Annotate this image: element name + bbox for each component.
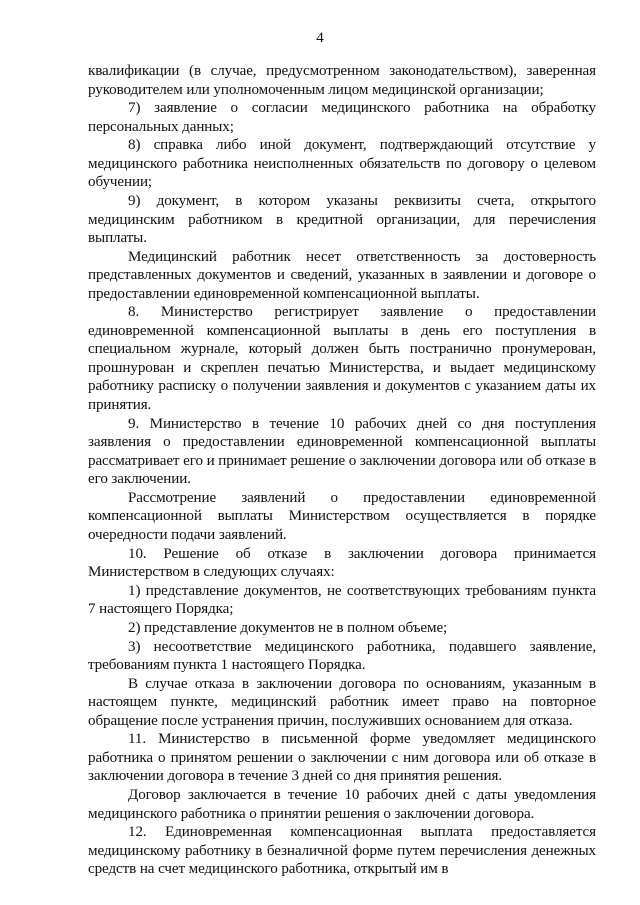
- clause-11: 11. Министерство в письменной форме уведомляет медицинского работника о принятом решении о заключении с ним договора или об отказе в заключении договора в течение 3 дней со дня принятия решения.: [88, 731, 596, 785]
- clause-9: 9. Министерство в течение 10 рабочих дней со дня поступления заявления о предоставлении единовременной компенсационной выплаты рассматривает его и принимает решение о заключении договора или об отказе в его заключении.: [88, 415, 596, 488]
- paragraph: квалификации (в случае, предусмотренном законодательством), заверенная руководителем или уполномоченным лицом медицинской организации;: [88, 63, 596, 98]
- list-item-3: 3) несоответствие медицинского работника, подавшего заявление, требованиям пункта 1 настоящего Порядка.: [88, 638, 596, 674]
- paragraph: Медицинский работник несет ответственность за достоверность представленных документов и сведений, указанных в заявлении и договоре о предоставлении единовременной компенсационной выплаты.: [88, 248, 596, 302]
- paragraph: Рассмотрение заявлений о предоставлении единовременной компенсационной выплаты Министерством осуществляется в порядке очередности подачи заявлений.: [88, 489, 596, 543]
- list-item-1: 1) представление документов, не соответствующих требованиям пункта 7 настоящего Порядка;: [88, 582, 596, 618]
- page-number: 4: [316, 30, 324, 46]
- list-item-8: 8) справка либо иной документ, подтверждающий отсутствие у медицинского работника неисполненных обязательств по договору о целевом обучении;: [88, 137, 596, 191]
- paragraph: В случае отказа в заключении договора по основаниям, указанным в настоящем пункте, медицинский работник имеет право на повторное обращение после устранения причин, послуживших основанием для отказа.: [88, 675, 596, 729]
- body-text: [88, 62, 596, 879]
- clause-10: 10. Решение об отказе в заключении договора принимается Министерством в следующих случаях:: [88, 545, 596, 580]
- list-item-7: 7) заявление о согласии медицинского работника на обработку персональных данных;: [88, 100, 596, 135]
- clause-8: 8. Министерство регистрирует заявление о предоставлении единовременной компенсационной выплаты в день его поступления в специальном журнале, который должен быть постранично пронумерован, прошнурован и скреплен печатью Министерства, и выдает медицинскому работнику расписку о получении заявления и документов с указанием даты их принятия.: [88, 304, 596, 413]
- clause-12: 12. Единовременная компенсационная выплата предоставляется медицинскому работнику в безналичной форме путем перечисления денежных средств на счет медицинского работника, открытый им в: [88, 824, 596, 878]
- paragraph: Договор заключается в течение 10 рабочих дней с даты уведомления медицинского работника о принятии решения о заключении договора.: [88, 787, 596, 822]
- list-item-2: 2) представление документов не в полном объеме;: [128, 619, 448, 636]
- list-item-9: 9) документ, в котором указаны реквизиты счета, открытого медицинским работником в кредитной организации, для перечисления выплаты.: [88, 193, 596, 247]
